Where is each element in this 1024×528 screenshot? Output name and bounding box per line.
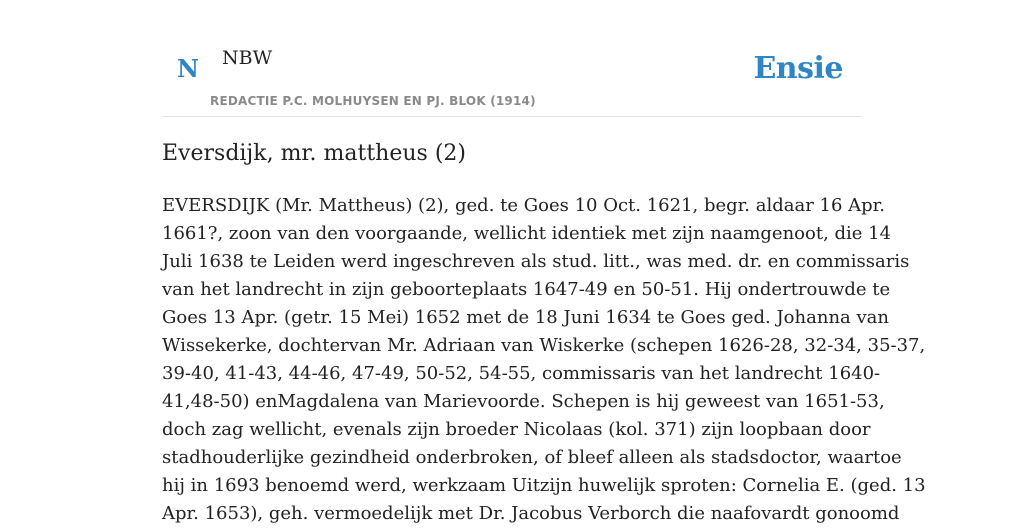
article-line: 1661?, zoon van den voorgaande, wellicht identiek met zijn naamgenoot, die 14 <box>162 223 892 244</box>
page-title: Eversdijk, mr. mattheus (2) <box>162 141 466 166</box>
article-body <box>162 192 926 528</box>
article-line: 39-40, 41-43, 44-46, 47-49, 50-52, 54-55, commissaris van het landrecht 1640- <box>162 363 881 384</box>
article-line: Apr. 1653), geh. vermoedelijk met Dr. Jacobus Verborch die naafovardt gonoomd <box>162 503 900 524</box>
article-line: van het landrecht in zijn geboorteplaats 1647-49 en 50-51. Hij ondertrouwde te <box>162 279 891 300</box>
article-line: 41,48-50) enMagdalena van Marievoorde. Schepen is hij geweest van 1651-53, <box>162 391 885 412</box>
article-line: stadhouderlijke gezindheid onderbroken, of bleef alleen als stadsdoctor, waartoe <box>162 447 902 468</box>
source-header <box>162 30 862 117</box>
article-line: hij in 1693 benoemd werd, werkzaam Uitzijn huwelijk sproten: Cornelia E. (ged. 13 <box>162 475 926 496</box>
article-line: doch zag wellicht, evenals zijn broeder Nicolaas (kol. 371) zijn loopbaan door <box>162 419 871 440</box>
article-line: Wissekerke, dochtervan Mr. Adriaan van Wiskerke (schepen 1626-28, 32-34, 35-37, <box>162 335 926 356</box>
source-subtitle: REDACTIE P.C. MOLHUYSEN EN PJ. BLOK (1914) <box>210 94 536 108</box>
source-logo-icon[interactable]: N <box>177 54 199 83</box>
article-line: Juli 1638 te Leiden werd ingeschreven als stud. litt., was med. dr. en commissaris <box>162 251 910 272</box>
brand-logo[interactable]: Ensie <box>753 51 843 86</box>
article-line: EVERSDIJK (Mr. Mattheus) (2), ged. te Goes 10 Oct. 1621, begr. aldaar 16 Apr. <box>162 195 886 216</box>
article-line: Goes 13 Apr. (getr. 15 Mei) 1652 met de 18 Juni 1634 te Goes ged. Johanna van <box>162 307 889 328</box>
source-name[interactable]: NBW <box>222 47 273 69</box>
